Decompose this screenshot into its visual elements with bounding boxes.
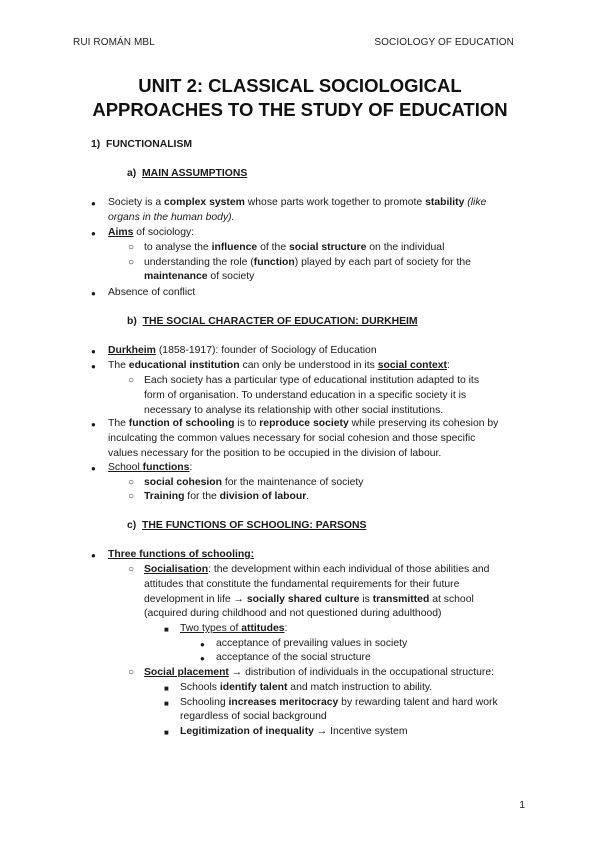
subsection-label: THE FUNCTIONS OF SCHOOLING: PARSONS (142, 520, 367, 531)
list-item: The function of schooling is to reproduce society while preserving its cohesion by (108, 418, 499, 429)
subsection-letter: a) (127, 168, 137, 179)
list-item: Legitimization of inequality → Incentive system (180, 726, 408, 737)
list-item: Schooling increases meritocracy by rewarding talent and hard work (180, 697, 498, 708)
bullet-disc-icon: ● (91, 420, 96, 429)
list-item: Social placement → distribution of individuals in the occupational structure: (144, 667, 495, 678)
bullet-square-icon: ■ (164, 699, 169, 708)
bullet-square-icon: ■ (164, 625, 169, 634)
list-item-continuation: organs in the human body). (108, 212, 235, 223)
list-item: understanding the role (function) played by each part of society for the (144, 257, 471, 268)
list-item: School functions: (108, 462, 193, 473)
list-item: acceptance of the social structure (216, 652, 371, 663)
subsection-label: MAIN ASSUMPTIONS (142, 168, 248, 179)
list-item: Schools identify talent and match instruction to ability. (180, 682, 433, 693)
bullet-circle-icon: ○ (128, 477, 135, 488)
section-1-heading (91, 137, 192, 152)
bullet-disc-icon: ● (91, 199, 96, 208)
list-item-continuation: maintenance of society (144, 271, 255, 282)
subsection-c-heading (127, 518, 366, 533)
bullet-circle-icon: ○ (128, 564, 135, 575)
list-item-continuation: inculcating the common values necessary for social cohesion and those specific (108, 433, 476, 444)
list-item-continuation: values necessary for the position to be occupied in the division of labour. (108, 448, 442, 459)
list-item: Training for the division of labour. (144, 491, 310, 502)
subsection-b-heading (127, 314, 418, 329)
subsection-label: THE SOCIAL CHARACTER OF EDUCATION: DURKHEIM (142, 316, 418, 327)
list-item: Socialisation: the development within each individual of those abilities and (144, 564, 490, 575)
bullet-square-icon: ■ (164, 728, 169, 737)
list-item-continuation: (acquired during childhood and not questioned during adulthood) (144, 608, 442, 619)
bullet-disc-icon: ● (91, 362, 96, 371)
bullet-disc-icon: ● (91, 551, 96, 560)
title-line-1: UNIT 2: CLASSICAL SOCIOLOGICAL (138, 75, 462, 96)
bullet-circle-icon: ○ (128, 667, 135, 678)
bullet-disc-icon: ● (91, 464, 96, 473)
list-item: The educational institution can only be understood in its social context: (108, 360, 450, 371)
subsection-a-heading (127, 166, 247, 181)
section-number: 1) (91, 139, 101, 150)
title-line-2: APPROACHES TO THE STUDY OF EDUCATION (92, 99, 508, 120)
section-label: FUNCTIONALISM (106, 139, 193, 150)
header-author: RUI ROMÁN MBL (73, 37, 155, 48)
list-item-continuation: attitudes that constitute the fundamental requirements for their future (144, 579, 460, 590)
bullet-disc-icon: ● (91, 229, 96, 238)
list-item: social cohesion for the maintenance of society (144, 477, 364, 488)
header-subject: SOCIOLOGY OF EDUCATION (374, 37, 514, 48)
bullet-disc-icon: ● (91, 347, 96, 356)
subsection-letter: b) (127, 316, 137, 327)
list-item: Aims of sociology: (108, 227, 195, 238)
list-item-continuation: development in life → socially shared culture is transmitted at school (144, 594, 474, 605)
bullet-circle-icon: ○ (128, 257, 135, 268)
page-title (0, 74, 600, 122)
subsection-letter: c) (127, 520, 137, 531)
list-item: to analyse the influence of the social structure on the individual (144, 242, 445, 253)
bullet-square-icon: ■ (164, 684, 169, 693)
bullet-disc-icon: ● (200, 640, 205, 649)
list-item-continuation: form of organisation. To understand education in a specific society it is (144, 390, 467, 401)
list-item: Durkheim (1858-1917): founder of Sociology of Education (108, 345, 377, 356)
list-item: Society is a complex system whose parts work together to promote stability (like (108, 197, 487, 208)
list-item-continuation: necessary to analyse its relationship with other social institutions. (144, 405, 444, 416)
bullet-disc-icon: ● (91, 289, 96, 298)
list-item: Absence of conflict (108, 287, 196, 298)
list-item: Two types of attitudes: (180, 623, 288, 634)
list-item: Each society has a particular type of educational institution adapted to its (144, 375, 480, 386)
bullet-circle-icon: ○ (128, 375, 135, 386)
list-item: acceptance of prevailing values in society (216, 638, 408, 649)
bullet-disc-icon: ● (200, 654, 205, 663)
page-number: 1 (519, 800, 525, 811)
list-item-continuation: regardless of social background (180, 711, 327, 722)
list-item: Three functions of schooling: (108, 549, 255, 560)
bullet-circle-icon: ○ (128, 491, 135, 502)
bullet-circle-icon: ○ (128, 242, 135, 253)
